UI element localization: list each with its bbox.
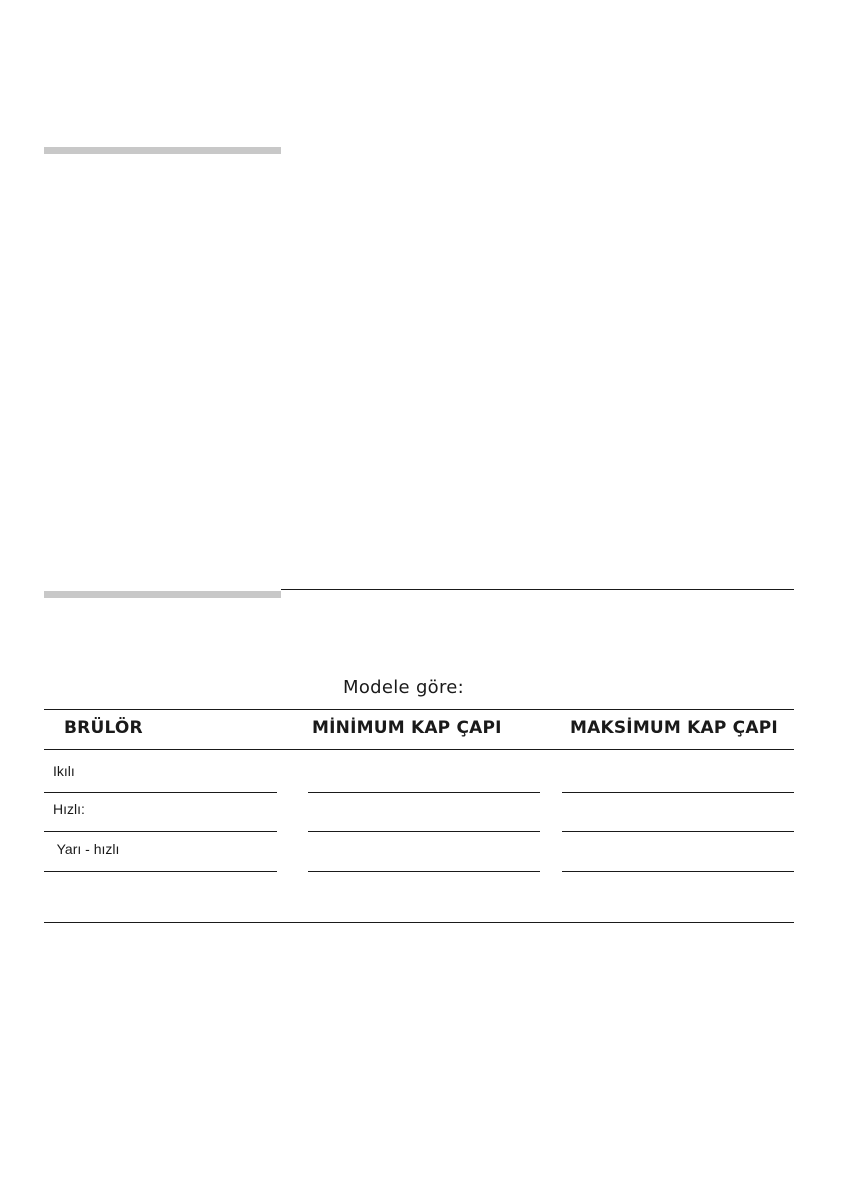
section-marker-table [44, 591, 281, 598]
table-end-rule [44, 922, 794, 923]
section-rule [281, 589, 794, 590]
row-divider [44, 831, 277, 832]
header-burner: BRÜLÖR [64, 718, 143, 738]
header-min-diameter: MİNİMUM KAP ÇAPI [312, 718, 502, 738]
row-divider [44, 792, 277, 793]
row-divider [562, 792, 794, 793]
table-note: Modele göre: [343, 677, 465, 698]
table-header-top-rule [44, 709, 794, 710]
row-divider [562, 871, 794, 872]
row-divider [308, 871, 540, 872]
row-divider [308, 831, 540, 832]
row-divider [308, 792, 540, 793]
table-header-bottom-rule [44, 749, 794, 750]
section-marker-top [44, 147, 281, 154]
header-max-diameter: MAKSİMUM KAP ÇAPI [570, 718, 778, 738]
row-divider [44, 871, 277, 872]
table-row-burner: Ikılı [53, 763, 75, 779]
row-divider [562, 831, 794, 832]
table-row-burner: Hızlı: [53, 801, 85, 817]
table-row-burner: Yarı - hızlı [53, 841, 120, 857]
